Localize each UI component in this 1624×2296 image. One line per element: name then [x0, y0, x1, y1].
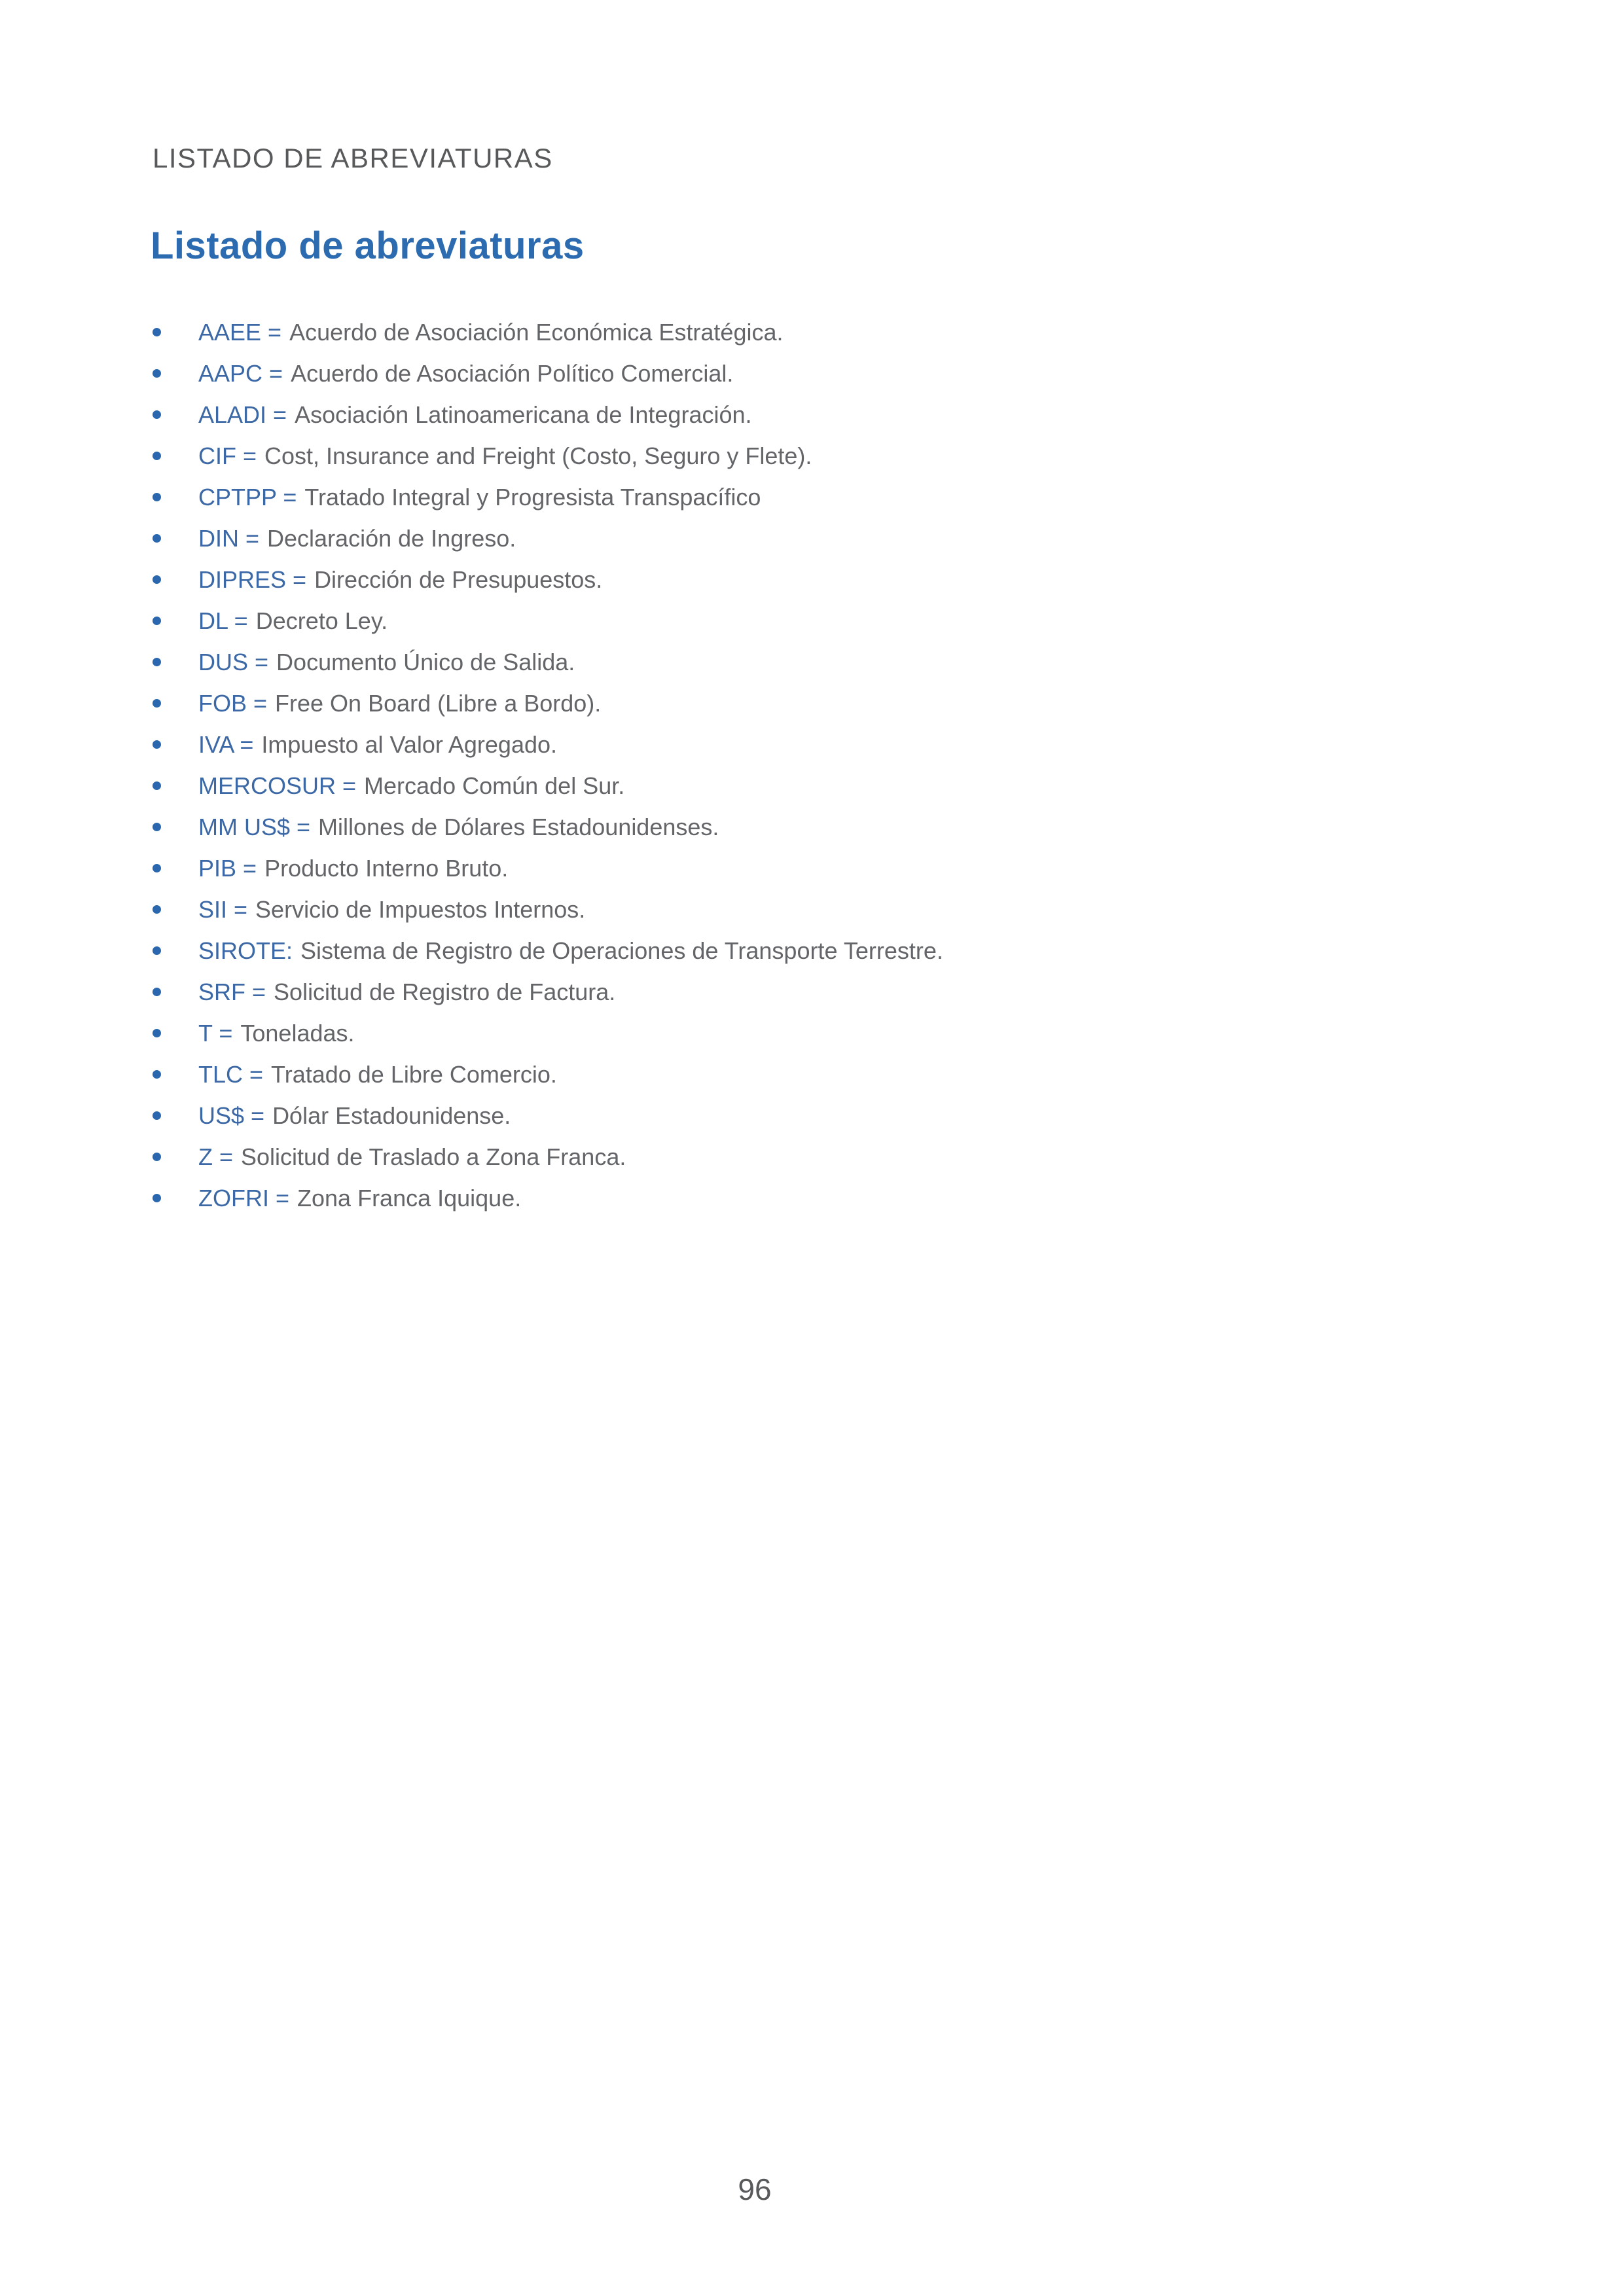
list-item [153, 971, 943, 1013]
definition-text: Servicio de Impuestos Internos. [255, 895, 586, 923]
list-item-text [198, 566, 602, 594]
list-item [153, 559, 943, 600]
bullet-icon [153, 1070, 161, 1079]
bullet-icon [153, 328, 161, 336]
bullet-icon [153, 493, 161, 501]
definition-text: Sistema de Registro de Operaciones de Transporte Terrestre. [300, 937, 943, 964]
definition-text: Decreto Ley. [255, 607, 388, 634]
list-item [153, 1095, 943, 1136]
definition-text: Asociación Latinoamericana de Integración. [295, 401, 752, 428]
list-item-text [198, 731, 557, 759]
definition-text: Tratado Integral y Progresista Transpacífico [304, 483, 761, 511]
list-item-text [198, 1020, 355, 1047]
list-item [153, 312, 943, 353]
abbreviation-label: FOB = [198, 689, 268, 717]
list-item-text [198, 855, 508, 882]
list-item [153, 930, 943, 971]
list-item-text [198, 607, 388, 635]
definition-text: Dirección de Presupuestos. [314, 565, 603, 593]
list-item-text [198, 690, 601, 717]
abbreviation-label: SII = [198, 895, 248, 923]
definition-text: Impuesto al Valor Agregado. [261, 730, 558, 758]
definition-text: Solicitud de Traslado a Zona Franca. [241, 1143, 626, 1170]
definition-text: Free On Board (Libre a Bordo). [275, 689, 602, 717]
list-item [153, 518, 943, 559]
running-header: LISTADO DE ABREVIATURAS [153, 143, 553, 173]
definition-text: Millones de Dólares Estadounidenses. [318, 813, 719, 840]
bullet-icon [153, 575, 161, 584]
list-item-text [198, 1061, 557, 1088]
bullet-icon [153, 1029, 161, 1037]
bullet-icon [153, 988, 161, 996]
list-item [153, 765, 943, 806]
abbreviation-label: ZOFRI = [198, 1184, 290, 1211]
abbreviation-label: AAEE = [198, 318, 282, 346]
abbreviation-label: AAPC = [198, 359, 283, 387]
abbreviation-label: DIN = [198, 524, 260, 552]
bullet-icon [153, 658, 161, 666]
bullet-icon [153, 946, 161, 955]
definition-text: Mercado Común del Sur. [364, 772, 625, 799]
definition-text: Toneladas. [240, 1019, 355, 1047]
abbreviation-label: MM US$ = [198, 813, 311, 840]
list-item-text [198, 937, 943, 965]
list-item-text [198, 360, 733, 387]
list-item [153, 848, 943, 889]
list-item-text [198, 814, 719, 841]
abbreviation-label: TLC = [198, 1060, 264, 1088]
definition-text: Producto Interno Bruto. [264, 854, 509, 882]
definition-text: Solicitud de Registro de Factura. [274, 978, 616, 1005]
bullet-icon [153, 740, 161, 749]
abbreviation-label: DUS = [198, 648, 269, 675]
definition-text: Documento Único de Salida. [276, 648, 575, 675]
abbreviation-label: IVA = [198, 730, 254, 758]
list-item-text [198, 319, 784, 346]
bullet-icon [153, 1194, 161, 1202]
list-item [153, 353, 943, 394]
list-item-text [198, 484, 761, 511]
abbreviation-label: DL = [198, 607, 248, 634]
abbreviation-label: Z = [198, 1143, 234, 1170]
list-item [153, 476, 943, 518]
abbreviation-label: CIF = [198, 442, 257, 469]
abbreviation-label: ALADI = [198, 401, 287, 428]
list-item [153, 1177, 943, 1219]
list-item [153, 1013, 943, 1054]
bullet-icon [153, 534, 161, 543]
definition-text: Dólar Estadounidense. [272, 1102, 511, 1129]
bullet-icon [153, 1111, 161, 1120]
bullet-icon [153, 699, 161, 708]
bullet-icon [153, 823, 161, 831]
list-item [153, 394, 943, 435]
list-item [153, 641, 943, 683]
definition-text: Acuerdo de Asociación Económica Estratégica. [289, 318, 784, 346]
abbreviation-label: MERCOSUR = [198, 772, 357, 799]
abbreviation-label: CPTPP = [198, 483, 297, 511]
abbreviation-label: SIROTE: [198, 937, 293, 964]
abbreviation-label: PIB = [198, 854, 257, 882]
bullet-icon [153, 369, 161, 378]
list-item-text [198, 1102, 511, 1130]
list-item-text [198, 978, 615, 1006]
definition-text: Zona Franca Iquique. [297, 1184, 522, 1211]
bullet-icon [153, 905, 161, 914]
bullet-icon [153, 617, 161, 625]
list-item [153, 724, 943, 765]
bullet-icon [153, 781, 161, 790]
list-item-text [198, 442, 812, 470]
page-number: 96 [738, 2172, 772, 2206]
list-item [153, 1054, 943, 1095]
list-item-text [198, 1143, 626, 1171]
abbreviation-list [153, 312, 943, 1219]
abbreviation-label: T = [198, 1019, 233, 1047]
list-item [153, 683, 943, 724]
list-item [153, 600, 943, 641]
definition-text: Cost, Insurance and Freight (Costo, Seguro y Flete). [264, 442, 812, 469]
abbreviation-label: SRF = [198, 978, 266, 1005]
list-item-text [198, 525, 516, 552]
abbreviation-label: DIPRES = [198, 565, 307, 593]
list-item-text [198, 1185, 521, 1212]
definition-text: Declaración de Ingreso. [267, 524, 516, 552]
list-item-text [198, 772, 624, 800]
list-item-text [198, 649, 575, 676]
bullet-icon [153, 864, 161, 872]
list-item [153, 889, 943, 930]
list-item [153, 1136, 943, 1177]
page-title: Listado de abreviaturas [151, 224, 585, 267]
abbreviation-label: US$ = [198, 1102, 265, 1129]
definition-text: Acuerdo de Asociación Político Comercial. [291, 359, 734, 387]
bullet-icon [153, 410, 161, 419]
definition-text: Tratado de Libre Comercio. [271, 1060, 557, 1088]
bullet-icon [153, 452, 161, 460]
list-item [153, 806, 943, 848]
list-item [153, 435, 943, 476]
bullet-icon [153, 1153, 161, 1161]
list-item-text [198, 896, 585, 924]
list-item-text [198, 401, 752, 429]
